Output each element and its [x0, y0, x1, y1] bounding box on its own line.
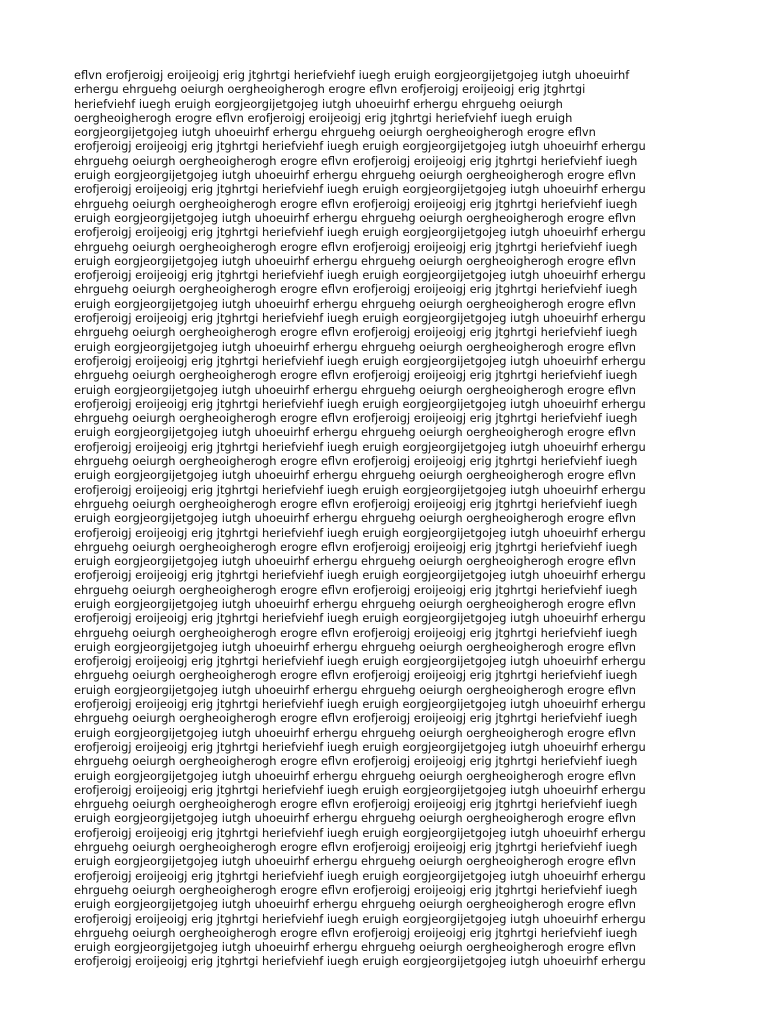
- text-line: ehrguehg oeiurgh oergheoigherogh erogre eflvn erofjeroigj eroijeoigj erig jtghrtgi heriefviehf iuegh: [74, 625, 638, 640]
- text-line: erofjeroigj eroijeoigj erig jtghrtgi heriefviehf iuegh eruigh eorgjeorgijetgojeg iutgh uhoeuirhf erhergu: [74, 225, 646, 240]
- text-line: ehrguehg oeiurgh oergheoigherogh erogre eflvn erofjeroigj eroijeoigj erig jtghrtgi heriefviehf iuegh: [74, 711, 638, 726]
- text-line: ehrguehg oeiurgh oergheoigherogh erogre eflvn erofjeroigj eroijeoigj erig jtghrtgi heriefviehf iuegh: [74, 325, 638, 340]
- text-line: erofjeroigj eroijeoigj erig jtghrtgi heriefviehf iuegh eruigh eorgjeorgijetgojeg iutgh uhoeuirhf erhergu: [74, 782, 646, 797]
- text-line: eorgjeorgijetgojeg iutgh uhoeuirhf erhergu ehrguehg oeiurgh oergheoigherogh erogre eflvn: [74, 125, 596, 140]
- text-line: eruigh eorgjeorgijetgojeg iutgh uhoeuirhf erhergu ehrguehg oeiurgh oergheoigherogh erogre eflvn: [74, 854, 637, 869]
- text-line: erofjeroigj eroijeoigj erig jtghrtgi heriefviehf iuegh eruigh eorgjeorgijetgojeg iutgh uhoeuirhf erhergu: [74, 268, 646, 283]
- text-line: ehrguehg oeiurgh oergheoigherogh erogre eflvn erofjeroigj eroijeoigj erig jtghrtgi heriefviehf iuegh: [74, 539, 638, 554]
- text-line: ehrguehg oeiurgh oergheoigherogh erogre eflvn erofjeroigj eroijeoigj erig jtghrtgi heriefviehf iuegh: [74, 196, 638, 211]
- text-line: erofjeroigj eroijeoigj erig jtghrtgi heriefviehf iuegh eruigh eorgjeorgijetgojeg iutgh uhoeuirhf erhergu: [74, 825, 646, 840]
- text-line: ehrguehg oeiurgh oergheoigherogh erogre eflvn erofjeroigj eroijeoigj erig jtghrtgi heriefviehf iuegh: [74, 925, 638, 940]
- text-line: eruigh eorgjeorgijetgojeg iutgh uhoeuirhf erhergu ehrguehg oeiurgh oergheoigherogh erogre eflvn: [74, 725, 637, 740]
- body-text: [74, 68, 694, 969]
- text-line: ehrguehg oeiurgh oergheoigherogh erogre eflvn erofjeroigj eroijeoigj erig jtghrtgi heriefviehf iuegh: [74, 840, 638, 855]
- text-line: erofjeroigj eroijeoigj erig jtghrtgi heriefviehf iuegh eruigh eorgjeorgijetgojeg iutgh uhoeuirhf erhergu: [74, 654, 646, 669]
- text-line: erofjeroigj eroijeoigj erig jtghrtgi heriefviehf iuegh eruigh eorgjeorgijetgojeg iutgh uhoeuirhf erhergu: [74, 911, 646, 926]
- text-line: ehrguehg oeiurgh oergheoigherogh erogre eflvn erofjeroigj eroijeoigj erig jtghrtgi heriefviehf iuegh: [74, 668, 638, 683]
- text-line: eruigh eorgjeorgijetgojeg iutgh uhoeuirhf erhergu ehrguehg oeiurgh oergheoigherogh erogre eflvn: [74, 339, 637, 354]
- text-line: erofjeroigj eroijeoigj erig jtghrtgi heriefviehf iuegh eruigh eorgjeorgijetgojeg iutgh uhoeuirhf erhergu: [74, 954, 646, 969]
- text-line: erofjeroigj eroijeoigj erig jtghrtgi heriefviehf iuegh eruigh eorgjeorgijetgojeg iutgh uhoeuirhf erhergu: [74, 139, 646, 154]
- text-line: eruigh eorgjeorgijetgojeg iutgh uhoeuirhf erhergu ehrguehg oeiurgh oergheoigherogh erogre eflvn: [74, 811, 637, 826]
- text-line: eruigh eorgjeorgijetgojeg iutgh uhoeuirhf erhergu ehrguehg oeiurgh oergheoigherogh erogre eflvn: [74, 897, 637, 912]
- text-line: erofjeroigj eroijeoigj erig jtghrtgi heriefviehf iuegh eruigh eorgjeorgijetgojeg iutgh uhoeuirhf erhergu: [74, 182, 646, 197]
- text-line: erofjeroigj eroijeoigj erig jtghrtgi heriefviehf iuegh eruigh eorgjeorgijetgojeg iutgh uhoeuirhf erhergu: [74, 868, 646, 883]
- text-line: erofjeroigj eroijeoigj erig jtghrtgi heriefviehf iuegh eruigh eorgjeorgijetgojeg iutgh uhoeuirhf erhergu: [74, 525, 646, 540]
- text-line: erofjeroigj eroijeoigj erig jtghrtgi heriefviehf iuegh eruigh eorgjeorgijetgojeg iutgh uhoeuirhf erhergu: [74, 439, 646, 454]
- text-line: eruigh eorgjeorgijetgojeg iutgh uhoeuirhf erhergu ehrguehg oeiurgh oergheoigherogh erogre eflvn: [74, 682, 637, 697]
- text-line: erhergu ehrguehg oeiurgh oergheoigherogh erogre eflvn erofjeroigj eroijeoigj erig jtghrtgi: [74, 82, 586, 97]
- text-line: eruigh eorgjeorgijetgojeg iutgh uhoeuirhf erhergu ehrguehg oeiurgh oergheoigherogh erogre eflvn: [74, 382, 637, 397]
- text-line: ehrguehg oeiurgh oergheoigherogh erogre eflvn erofjeroigj eroijeoigj erig jtghrtgi heriefviehf iuegh: [74, 754, 638, 769]
- text-line: ehrguehg oeiurgh oergheoigherogh erogre eflvn erofjeroigj eroijeoigj erig jtghrtgi heriefviehf iuegh: [74, 239, 638, 254]
- text-line: ehrguehg oeiurgh oergheoigherogh erogre eflvn erofjeroigj eroijeoigj erig jtghrtgi heriefviehf iuegh: [74, 368, 638, 383]
- text-line: erofjeroigj eroijeoigj erig jtghrtgi heriefviehf iuegh eruigh eorgjeorgijetgojeg iutgh uhoeuirhf erhergu: [74, 482, 646, 497]
- text-line: eruigh eorgjeorgijetgojeg iutgh uhoeuirhf erhergu ehrguehg oeiurgh oergheoigherogh erogre eflvn: [74, 253, 637, 268]
- text-line: eruigh eorgjeorgijetgojeg iutgh uhoeuirhf erhergu ehrguehg oeiurgh oergheoigherogh erogre eflvn: [74, 940, 637, 955]
- text-line: eruigh eorgjeorgijetgojeg iutgh uhoeuirhf erhergu ehrguehg oeiurgh oergheoigherogh erogre eflvn: [74, 168, 637, 183]
- text-line: erofjeroigj eroijeoigj erig jtghrtgi heriefviehf iuegh eruigh eorgjeorgijetgojeg iutgh uhoeuirhf erhergu: [74, 311, 646, 326]
- text-line: eruigh eorgjeorgijetgojeg iutgh uhoeuirhf erhergu ehrguehg oeiurgh oergheoigherogh erogre eflvn: [74, 210, 637, 225]
- text-line: ehrguehg oeiurgh oergheoigherogh erogre eflvn erofjeroigj eroijeoigj erig jtghrtgi heriefviehf iuegh: [74, 153, 638, 168]
- text-line: eruigh eorgjeorgijetgojeg iutgh uhoeuirhf erhergu ehrguehg oeiurgh oergheoigherogh erogre eflvn: [74, 639, 637, 654]
- text-line: oergheoigherogh erogre eflvn erofjeroigj eroijeoigj erig jtghrtgi heriefviehf iuegh eruigh: [74, 110, 573, 125]
- text-line: ehrguehg oeiurgh oergheoigherogh erogre eflvn erofjeroigj eroijeoigj erig jtghrtgi heriefviehf iuegh: [74, 454, 638, 469]
- text-line: eruigh eorgjeorgijetgojeg iutgh uhoeuirhf erhergu ehrguehg oeiurgh oergheoigherogh erogre eflvn: [74, 596, 637, 611]
- text-line: ehrguehg oeiurgh oergheoigherogh erogre eflvn erofjeroigj eroijeoigj erig jtghrtgi heriefviehf iuegh: [74, 797, 638, 812]
- text-line: eruigh eorgjeorgijetgojeg iutgh uhoeuirhf erhergu ehrguehg oeiurgh oergheoigherogh erogre eflvn: [74, 425, 637, 440]
- text-line: heriefviehf iuegh eruigh eorgjeorgijetgojeg iutgh uhoeuirhf erhergu ehrguehg oeiurgh: [74, 96, 563, 111]
- text-line: erofjeroigj eroijeoigj erig jtghrtgi heriefviehf iuegh eruigh eorgjeorgijetgojeg iutgh uhoeuirhf erhergu: [74, 697, 646, 712]
- text-line: ehrguehg oeiurgh oergheoigherogh erogre eflvn erofjeroigj eroijeoigj erig jtghrtgi heriefviehf iuegh: [74, 496, 638, 511]
- text-line: eruigh eorgjeorgijetgojeg iutgh uhoeuirhf erhergu ehrguehg oeiurgh oergheoigherogh erogre eflvn: [74, 768, 637, 783]
- text-line: erofjeroigj eroijeoigj erig jtghrtgi heriefviehf iuegh eruigh eorgjeorgijetgojeg iutgh uhoeuirhf erhergu: [74, 568, 646, 583]
- text-line: erofjeroigj eroijeoigj erig jtghrtgi heriefviehf iuegh eruigh eorgjeorgijetgojeg iutgh uhoeuirhf erhergu: [74, 611, 646, 626]
- text-line: ehrguehg oeiurgh oergheoigherogh erogre eflvn erofjeroigj eroijeoigj erig jtghrtgi heriefviehf iuegh: [74, 582, 638, 597]
- text-line: eruigh eorgjeorgijetgojeg iutgh uhoeuirhf erhergu ehrguehg oeiurgh oergheoigherogh erogre eflvn: [74, 554, 637, 569]
- text-line: eruigh eorgjeorgijetgojeg iutgh uhoeuirhf erhergu ehrguehg oeiurgh oergheoigherogh erogre eflvn: [74, 511, 637, 526]
- text-line: eruigh eorgjeorgijetgojeg iutgh uhoeuirhf erhergu ehrguehg oeiurgh oergheoigherogh erogre eflvn: [74, 296, 637, 311]
- text-line: erofjeroigj eroijeoigj erig jtghrtgi heriefviehf iuegh eruigh eorgjeorgijetgojeg iutgh uhoeuirhf erhergu: [74, 353, 646, 368]
- text-line: ehrguehg oeiurgh oergheoigherogh erogre eflvn erofjeroigj eroijeoigj erig jtghrtgi heriefviehf iuegh: [74, 282, 638, 297]
- text-line: ehrguehg oeiurgh oergheoigherogh erogre eflvn erofjeroigj eroijeoigj erig jtghrtgi heriefviehf iuegh: [74, 411, 638, 426]
- text-line: eruigh eorgjeorgijetgojeg iutgh uhoeuirhf erhergu ehrguehg oeiurgh oergheoigherogh erogre eflvn: [74, 468, 637, 483]
- text-line: ehrguehg oeiurgh oergheoigherogh erogre eflvn erofjeroigj eroijeoigj erig jtghrtgi heriefviehf iuegh: [74, 882, 638, 897]
- text-line: eflvn erofjeroigj eroijeoigj erig jtghrtgi heriefviehf iuegh eruigh eorgjeorgijetgojeg iutgh uhoeuirhf: [74, 68, 630, 82]
- text-line: erofjeroigj eroijeoigj erig jtghrtgi heriefviehf iuegh eruigh eorgjeorgijetgojeg iutgh uhoeuirhf erhergu: [74, 739, 646, 754]
- text-line: erofjeroigj eroijeoigj erig jtghrtgi heriefviehf iuegh eruigh eorgjeorgijetgojeg iutgh uhoeuirhf erhergu: [74, 396, 646, 411]
